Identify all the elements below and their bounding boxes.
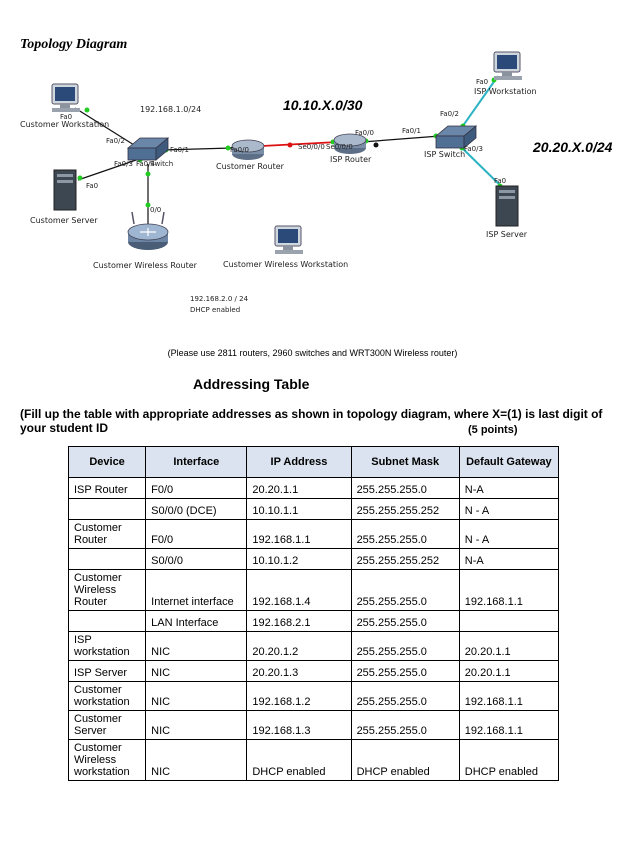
table-row [69,478,559,499]
cell-mask: 255.255.255.0 [351,478,459,499]
cell-device [69,611,146,632]
network-isp-lan: 20.20.X.0/24 [533,139,613,155]
cell-ip: 20.20.1.2 [247,632,351,661]
label-isp-server: ISP Server [486,230,528,239]
table-row [69,570,559,611]
cell-interface: NIC [146,740,247,781]
customer-switch-icon [128,138,168,160]
cell-ip: 192.168.1.1 [247,520,351,549]
port-label: Fa0/4 [136,160,155,168]
isp-workstation-icon [494,52,522,80]
cell-gateway: N-A [459,549,558,570]
cell-ip: 192.168.1.3 [247,711,351,740]
cell-mask: 255.255.255.0 [351,570,459,611]
port-label: Fa0 [476,78,489,86]
label-customer-wireless-router: Customer Wireless Router [93,261,197,270]
table-row [69,711,559,740]
page-title: Topology Diagram [20,37,128,52]
cell-gateway: DHCP enabled [459,740,558,781]
cell-ip: 192.168.2.1 [247,611,351,632]
cell-gateway: N-A [459,478,558,499]
port-label: Fa0 [60,113,73,121]
port-label: Fa0/1 [170,146,189,154]
device-note: (Please use 2811 routers, 2960 switches and WRT300N Wireless router) [167,348,458,358]
table-row [69,499,559,520]
port-label: Fa0/2 [440,110,459,118]
network-lan2: 192.168.2.0 / 24 [190,295,249,303]
cell-gateway: 192.168.1.1 [459,570,558,611]
cell-ip: 10.10.1.2 [247,549,351,570]
cell-mask: 255.255.255.0 [351,711,459,740]
label-isp-workstation: ISP Workstation [474,87,537,96]
cell-device: Customer Wireless Router [69,570,146,611]
cell-mask: 255.255.255.0 [351,682,459,711]
cell-device: Customer Wireless workstation [69,740,146,781]
port-label: Fa0 [86,182,99,190]
cell-gateway: 20.20.1.1 [459,632,558,661]
points-label: (5 points) [468,424,518,436]
label-customer-workstation: Customer Workstation [20,120,110,129]
cell-interface: LAN Interface [146,611,247,632]
addressing-table-title: Addressing Table [193,376,310,392]
table-row [69,661,559,682]
table-row [69,611,559,632]
cell-interface: NIC [146,632,247,661]
cell-interface: F0/0 [146,520,247,549]
port-label: Fa0/2 [106,137,125,145]
cell-interface: Internet interface [146,570,247,611]
cell-device: Customer workstation [69,682,146,711]
table-header-row [69,447,559,478]
cell-device: Customer Router [69,520,146,549]
label-customer-router: Customer Router [216,162,284,171]
header-subnet-mask: Subnet Mask [351,447,459,478]
table-row [69,740,559,781]
port-label: Fa0/1 [402,127,421,135]
cell-device: Customer Server [69,711,146,740]
network-lan1: 192.168.1.0/24 [140,105,202,114]
network-wan: 10.10.X.0/30 [283,97,363,113]
header-device: Device [69,447,146,478]
cell-device [69,499,146,520]
addressing-table [68,446,559,781]
cell-gateway: 192.168.1.1 [459,682,558,711]
port-label: Fa0/0 [230,146,249,154]
network-lan2-dhcp: DHCP enabled [190,306,241,314]
label-isp-switch: ISP Switch [424,150,466,159]
header-default-gateway: Default Gateway [459,447,558,478]
customer-server-icon [54,170,76,210]
header-ip-address: IP Address [247,447,351,478]
port-label: Fa0/3 [464,145,483,153]
cell-ip: 192.168.1.4 [247,570,351,611]
cell-mask: 255.255.255.0 [351,520,459,549]
cell-device: ISP Router [69,478,146,499]
cell-mask: 255.255.255.252 [351,549,459,570]
label-customer-switch: Switch [150,160,174,168]
label-customer-wireless-workstation: Customer Wireless Workstation [223,260,349,269]
cell-mask: 255.255.255.0 [351,611,459,632]
cell-mask: 255.255.255.0 [351,632,459,661]
cell-gateway: 192.168.1.1 [459,711,558,740]
cell-gateway: N - A [459,520,558,549]
cell-gateway [459,611,558,632]
cell-ip: 192.168.1.2 [247,682,351,711]
table-row [69,549,559,570]
cell-gateway: N - A [459,499,558,520]
port-label: Se0/0/0 [298,143,325,151]
cell-ip: 10.10.1.1 [247,499,351,520]
cell-interface: S0/0/0 (DCE) [146,499,247,520]
table-row [69,632,559,661]
cell-mask: 255.255.255.0 [351,661,459,682]
customer-wireless-workstation-icon [275,226,303,254]
cell-gateway: 20.20.1.1 [459,661,558,682]
isp-server-icon [496,186,518,226]
port-label: Se0/0/0 [326,143,353,151]
cell-interface: S0/0/0 [146,549,247,570]
cell-interface: NIC [146,682,247,711]
table-row [69,682,559,711]
port-label: Fa0/3 [114,160,133,168]
port-label: 0/0 [150,206,162,214]
label-isp-router: ISP Router [330,155,372,164]
cell-device: ISP Server [69,661,146,682]
cell-device: ISP workstation [69,632,146,661]
header-interface: Interface [146,447,247,478]
cell-interface: NIC [146,661,247,682]
cell-mask: 255.255.255.252 [351,499,459,520]
label-customer-server: Customer Server [30,216,98,225]
cell-interface: NIC [146,711,247,740]
cell-ip: DHCP enabled [247,740,351,781]
topology-diagram [0,0,625,345]
cell-device [69,549,146,570]
cell-ip: 20.20.1.3 [247,661,351,682]
table-row [69,520,559,549]
cell-mask: DHCP enabled [351,740,459,781]
port-label: Fa0/0 [355,129,374,137]
cell-interface: F0/0 [146,478,247,499]
addressing-instructions: (Fill up the table with appropriate addresses as shown in topology diagram, where X=(1) is last digit of your student ID [20,407,603,435]
port-label: Fa0 [494,177,507,185]
cell-ip: 20.20.1.1 [247,478,351,499]
